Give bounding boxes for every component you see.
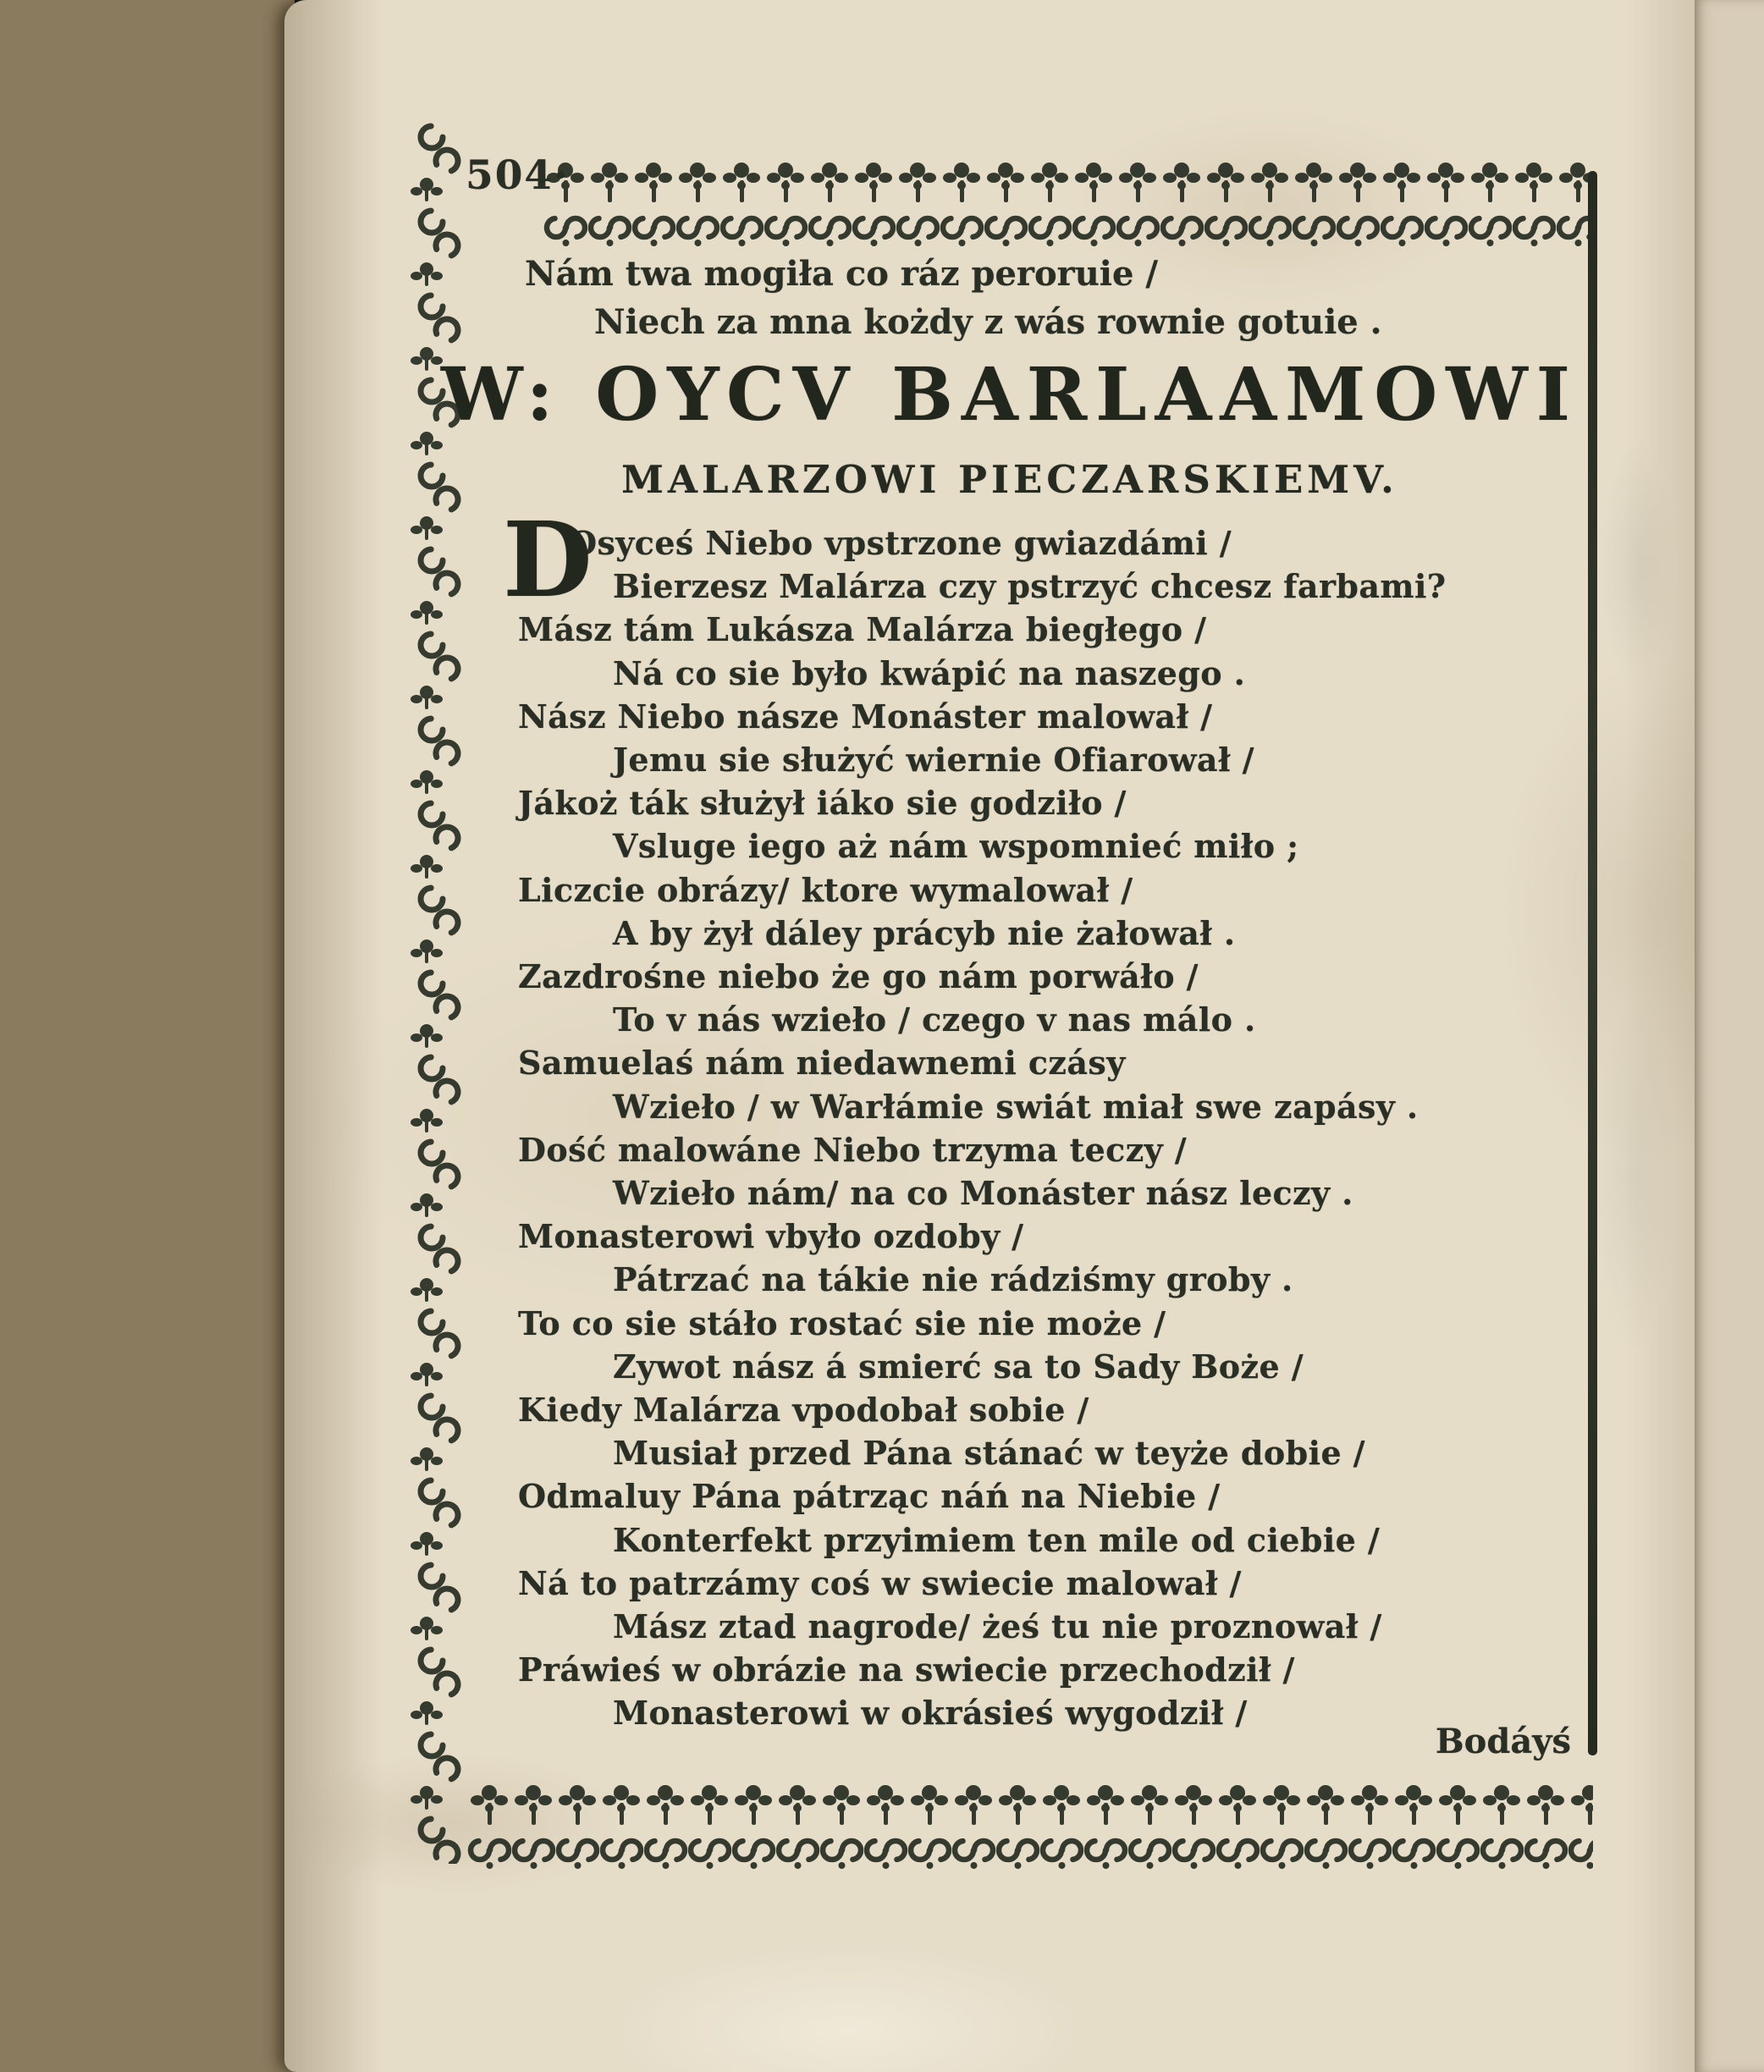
drop-cap-initial: D [503,499,593,620]
poem-heading [440,352,1579,438]
poem-line: Monasterowi w okrásieś wygodził / [613,1694,1248,1733]
poem-line: Konterfekt przyimiem ten mile od ciebie / [613,1520,1381,1559]
poem-line: Samuelaś nám niedawnemi czásy [518,1044,1126,1083]
poem-line: Musiał przed Pána stánać w teyże dobie / [613,1434,1365,1473]
fleuron-border-top-icon [543,155,1593,250]
poem-line: To co sie stáło rostać sie nie może / [518,1303,1166,1342]
poem-line: Ná co sie było kwápić na naszego . [613,653,1246,692]
poem-line: Ná to patrzámy coś w swiecie malował / [518,1563,1242,1602]
intro-verse-line: Niech za mna kożdy z wás rownie gotuie . [594,302,1382,342]
poem-line: Vsluge iego aż nám wspomnieć miło ; [613,827,1299,866]
poem-line: Liczcie obrázy/ ktore wymalował / [518,870,1133,909]
poem-line: Mász ztad nagrode/ żeś tu nie proznował / [613,1607,1382,1646]
poem-line: Kiedy Malárza vpodobał sobie / [518,1391,1089,1430]
poem-line: Wzieło / w Warłámie swiát miał swe zapásy . [613,1087,1419,1126]
poem-line: Jemu sie służyć wiernie Ofiarował / [613,741,1254,780]
poem-subtitle: MALARZOWI PIECZARSKIEMV. [621,457,1398,502]
poem-title: W: OYCV BARLAAMOWI [440,352,1579,438]
poem-line: Wzieło nám/ na co Monáster nász leczy . [613,1174,1353,1213]
poem-line: Odmaluy Pána pátrząc náń na Niebie / [518,1477,1221,1516]
catchword: Bodáyś [1435,1722,1571,1761]
intro-verse-line: Nám twa mogiła co ráz peroruie / [525,254,1158,294]
poem-line: Bierzesz Malárza czy pstrzyć chcesz farbami? [613,567,1447,606]
poem-line: Dość malowáne Niebo trzyma teczy / [518,1130,1188,1169]
poem-line: Pátrzać na tákie nie rádziśmy groby . [613,1260,1293,1299]
poem-line: Práwieś w obrázie na swiecie przechodził / [518,1650,1295,1689]
page-number: 504· [466,152,570,199]
poem-line: A by żył dáley prácyb nie żałował . [613,913,1236,952]
poem-line: Jákoż ták służył iáko sie godziło / [518,784,1127,823]
poem-line: Monasterowi vbyło ozdoby / [518,1217,1024,1256]
poem-line: Mász tám Lukásza Malárza biegłego / [518,610,1207,649]
next-page-edge [1691,0,1764,2072]
poem-lines [518,565,1593,1734]
poem-line: Nász Niebo násze Monáster malował / [518,697,1213,736]
poem-line: Zazdrośne niebo że go nám porwáło / [518,957,1199,996]
book-page-stack-edge [0,0,295,2072]
poem-line: Osyceś Niebo vpstrzone gwiazdámi / [569,524,1232,562]
fleuron-border-bottom-icon [467,1777,1593,1876]
poem-line: To v nás wzieło / czego v nas málo . [613,1000,1256,1039]
poem-body [503,499,1593,1735]
poem-line: Zywot nász á smierć sa to Sady Boże / [613,1347,1304,1386]
